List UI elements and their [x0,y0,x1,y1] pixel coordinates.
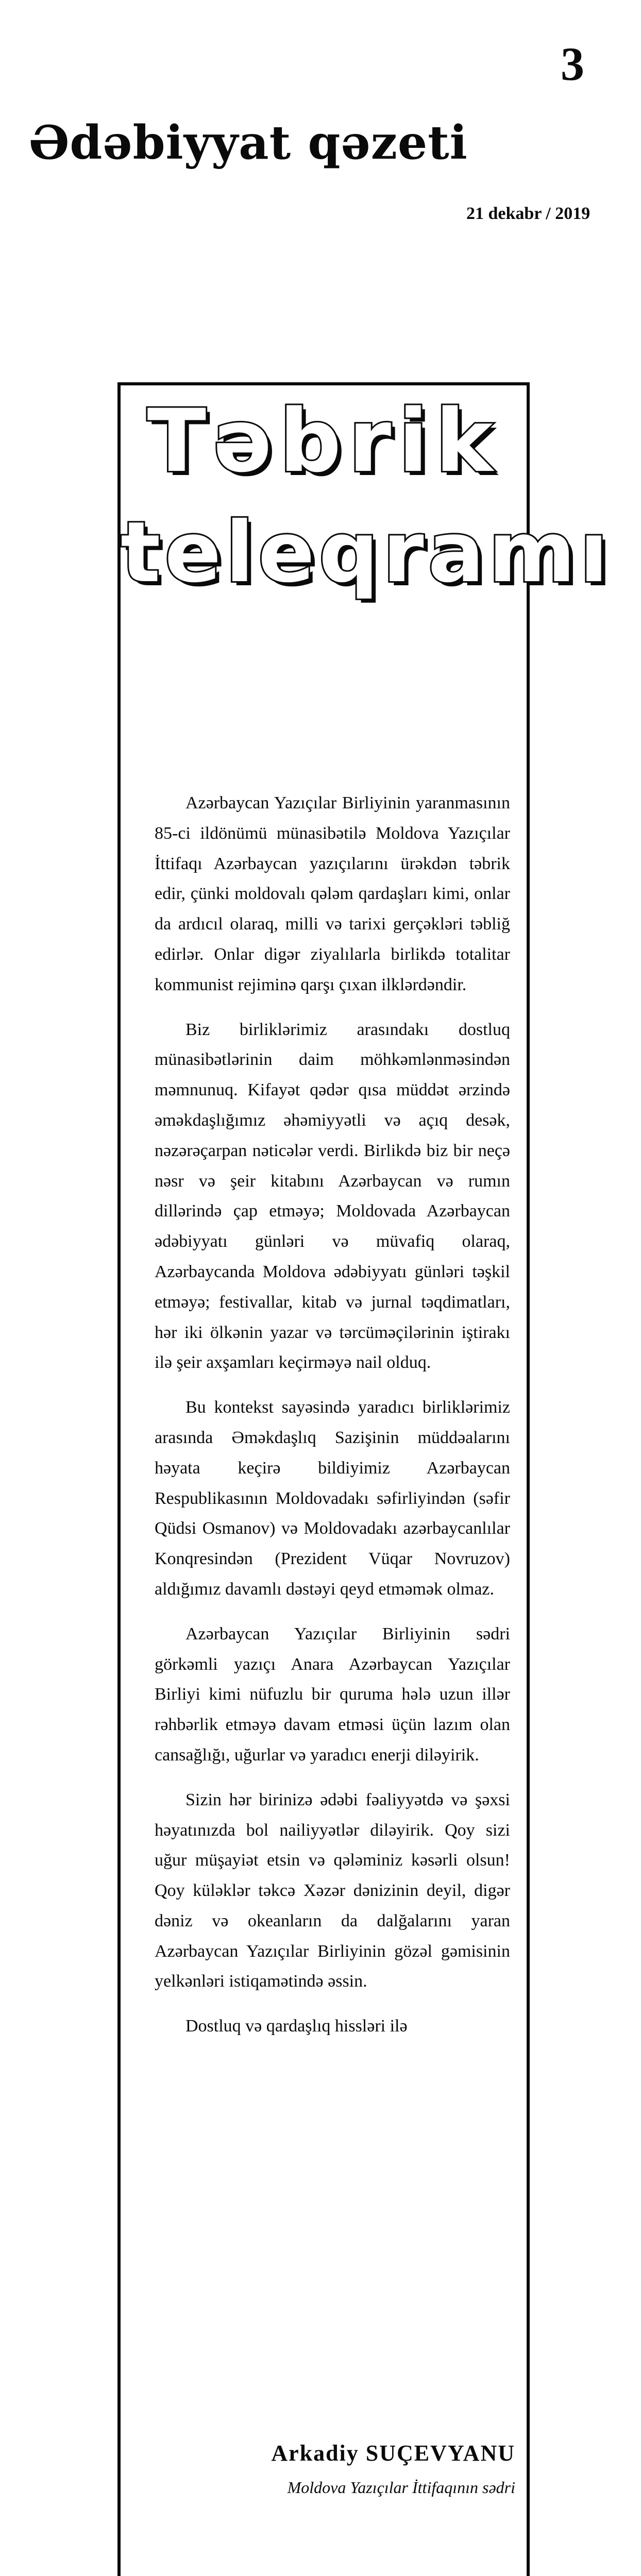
headline-line-1: Təbrik [147,391,500,492]
article-frame-right-rule [527,382,530,2576]
article-paragraph: Azərbaycan Yazıçılar Birliyinin sədri görkəmli yazıçı Anara Azərbaycan Yazıçılar Birliyi kimi nüfuzlu bir quruma hələ uzun illər rəhbərlik etməyə davam etməsi üçün lazım olan cansağlığı, uğurlar və yaradıcı enerji diləyirik. [155,1624,510,1765]
article-headline [121,391,613,601]
signature-title: Moldova Yazıçılar İttifaqının sədri [287,2478,515,2497]
article-body [155,788,510,2056]
newspaper-title: Ədəbiyyat qəzeti [29,115,468,170]
headline-line-2: teleqramı [121,504,613,601]
issue-date: 21 dekabr / 2019 [466,204,591,223]
article-paragraph: Dostluq və qardaşlıq hissləri ilə [185,2016,408,2036]
article-paragraph: Sizin hər birinizə ədəbi fəaliyyətdə və şəxsi həyatınızda bol nailiyyətlər diləyirik. Qoy sizi uğur müşayiət etsin və qələminiz kəsərli olsun! Qoy küləklər təkcə Xəzər dənizinin deyil, digər dəniz və okeanların da dalğalarını yaran Azərbaycan Yazıçılar Birliyinin gözəl gəmisinin yelkənləri istiqamətində əssin. [155,1790,510,1991]
article-frame-left-rule [117,382,121,2576]
article-paragraph: Azərbaycan Yazıçılar Birliyinin yaranmasının 85-ci ildönümü münasibətilə Moldova Yazıçılar İttifaqı Azərbaycan yazıçılarını ürəkdən təbrik edir, çünki moldovalı qələm qardaşları kimi, onlar da ardıcıl olaraq, milli və tarixi gerçəkləri təbliğ edirlər. Onlar digər ziyalılarla birlikdə totalitar kommunist rejiminə qarşı çıxan ilklərdəndir. [155,793,510,994]
page-number: 3 [561,38,584,90]
article-paragraph: Biz birliklərimiz arasındakı dostluq münasibətlərinin daim möhkəmlənməsindən məmnunuq. Kifayət qədər qısa müddət ərzində əməkdaşlığımız əhəmiyyətli və açıq desək, nəzərəçarpan nəticələr verdi. Birlikdə biz bir neçə nəsr və şeir kitabını Azərbaycan və rumın dillərində çap etməyə; Moldovada Azərbaycan ədəbiyyatı günləri və müvafiq olaraq, Azərbaycanda Moldova ədəbiyyatı günləri təşkil etməyə; festivallar, kitab və jurnal təqdimatları, hər iki ölkənin yazar və tərcüməçilərinin iştirakı ilə şeir axşamları keçirməyə nail olduq. [155,1020,510,1372]
article-paragraph: Bu kontekst sayəsində yaradıcı birliklərimiz arasında Əməkdaşlıq Sazişinin müddəalarını həyata keçirə bildiyimiz Azərbaycan Respublikasının Moldovadakı səfirliyindən (səfir Qüdsi Osmanov) və Moldovadakı azərbaycanlılar Konqresindən (Prezident Vüqar Novruzov) aldığımız davamlı dəstəyi qeyd etməmək olmaz. [155,1398,510,1599]
signature-name: Arkadiy SUÇEVYANU [271,2441,515,2466]
article-frame-top-rule [117,382,530,385]
